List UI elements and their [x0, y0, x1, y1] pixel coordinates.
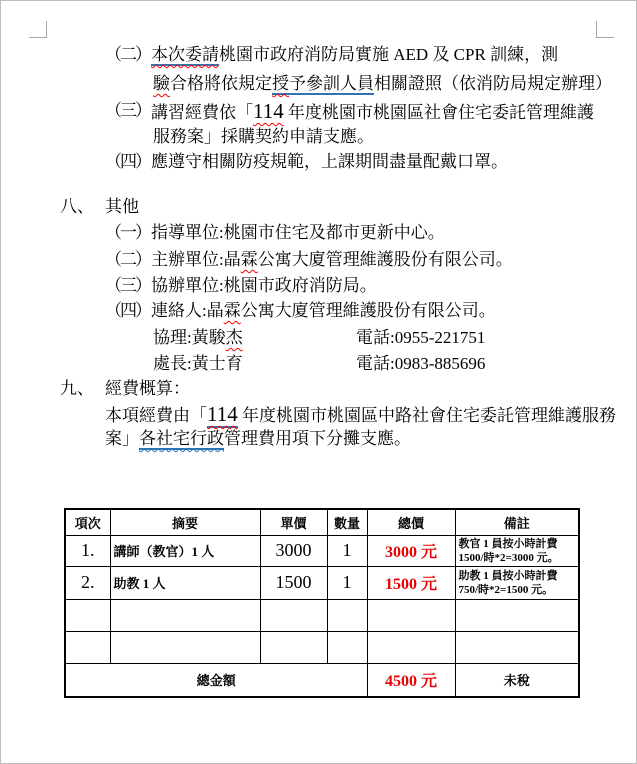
cell-remarks — [455, 599, 579, 631]
list7-item3-line1 — [151, 101, 594, 123]
contact1-phone: 電話:0955-221751 — [356, 328, 486, 347]
budget-table-row — [65, 535, 579, 566]
total-amount-value: 4500 元 — [367, 663, 455, 697]
total-amount-label: 總金額 — [65, 663, 367, 697]
remark-line: 助教 1 員按小時計費 — [458, 569, 558, 582]
section8-item1-text — [151, 223, 445, 243]
section9-body-line2 — [105, 429, 411, 449]
text-segment: 杰 — [225, 328, 243, 347]
list7-item2-label: （二） — [105, 45, 150, 64]
cell-item-no: 1. — [65, 535, 110, 566]
budget-table-row — [65, 631, 579, 663]
list7-item2-line2 — [153, 74, 612, 94]
cell-item-no — [65, 631, 110, 663]
cell-total-price — [367, 599, 455, 631]
cell-summary — [110, 599, 260, 631]
list7-item3-line2 — [153, 127, 374, 147]
text-segment: 案」 — [105, 429, 139, 448]
contact1-role — [153, 328, 243, 348]
text-segment: 年度桃園市桃園區中路社會住宅委託管理維護服務 — [237, 406, 616, 425]
cell-summary: 助教 1 人 — [110, 566, 260, 599]
text-segment: 霖 — [223, 301, 241, 320]
cell-total-price — [367, 631, 455, 663]
text-boundary-corner-mark-left — [29, 21, 47, 38]
section8-item3-text — [151, 276, 377, 296]
header-unit-price: 單價 — [260, 509, 327, 535]
text-segment: 114 — [207, 402, 238, 426]
text-segment: 講習經費依「 — [151, 103, 253, 122]
text-segment: 霖 — [240, 250, 258, 269]
header-quantity: 數量 — [327, 509, 367, 535]
header-summary: 摘要 — [110, 509, 260, 535]
text-segment: 管理費用項下分攤支應。 — [224, 429, 411, 448]
text-segment: 授 — [272, 74, 289, 93]
list7-item4-line1 — [151, 152, 508, 172]
section8-number: 八、 — [60, 197, 94, 216]
text-segment: 處長:黃士育 — [153, 354, 243, 373]
section8-item1-label: （一） — [105, 223, 150, 242]
cell-quantity — [327, 631, 367, 663]
budget-table-header-row — [65, 509, 579, 535]
text-segment: 連絡人:晶 — [151, 301, 224, 320]
text-segment: 驗 — [153, 74, 170, 93]
tax-note: 未稅 — [455, 663, 579, 697]
budget-table — [64, 508, 580, 698]
cell-quantity: 1 — [327, 535, 367, 566]
section8-item3-label: （三） — [105, 276, 150, 295]
cell-unit-price — [260, 599, 327, 631]
cell-item-no: 2. — [65, 566, 110, 599]
text-segment: 本項經費由「 — [105, 406, 207, 425]
budget-table-row — [65, 566, 579, 599]
contact2-role — [153, 354, 243, 374]
text-segment: 桃園市政府消防局實施 AED 及 CPR 訓練，測 — [219, 45, 559, 64]
cell-unit-price: 3000 — [260, 535, 327, 566]
text-segment: 合格將依規定 — [170, 74, 272, 93]
text-segment: 本次委請 — [151, 45, 219, 64]
text-segment: 公寓大廈管理維護股份有限公司。 — [257, 250, 513, 269]
remark-line: 教官 1 員按小時計費 — [458, 537, 558, 550]
text-boundary-corner-mark-right — [596, 21, 614, 38]
list7-item4-label: （四） — [105, 152, 150, 171]
section8-title: 其他 — [105, 197, 139, 216]
cell-summary: 講師（教官）1 人 — [110, 535, 260, 566]
text-segment: 指導單位:桃園市住宅及都市更新中心。 — [151, 223, 445, 242]
section8-item4-label: （四） — [105, 301, 150, 320]
cell-remarks — [455, 535, 579, 566]
cell-unit-price — [260, 631, 327, 663]
section8-item2-text — [151, 250, 513, 270]
text-segment: 應遵守相關防疫規範，上課期間盡量配戴口罩。 — [151, 152, 508, 171]
list7-item2-line1 — [151, 45, 558, 65]
section9-number: 九、 — [60, 379, 94, 398]
text-segment: 服務案」採購契約申請支應。 — [153, 127, 374, 146]
cell-remarks — [455, 566, 579, 599]
cell-unit-price: 1500 — [260, 566, 327, 599]
text-segment: 協辦單位:桃園市政府消防局。 — [151, 276, 377, 295]
section8-item2-label: （二） — [105, 250, 150, 269]
text-segment: 公寓大廈管理維護股份有限公司。 — [240, 301, 496, 320]
header-remarks: 備註 — [455, 509, 579, 535]
cell-item-no — [65, 599, 110, 631]
cell-total-price: 1500 元 — [367, 566, 455, 599]
cell-remarks — [455, 631, 579, 663]
list7-item3-label: （三） — [105, 101, 150, 120]
text-segment: 各社宅行政 — [139, 429, 224, 448]
section9-title: 經費概算： — [105, 379, 190, 398]
cell-total-price: 3000 元 — [367, 535, 455, 566]
remark-line: 750/時*2=1500 元。 — [458, 583, 554, 596]
contact2-phone: 電話:0983-885696 — [356, 354, 486, 373]
cell-summary — [110, 631, 260, 663]
text-segment: 協理:黃駿 — [153, 328, 226, 347]
budget-table-total-row — [65, 663, 579, 697]
text-segment: 主辦單位:晶 — [151, 250, 241, 269]
header-total-price: 總價 — [367, 509, 455, 535]
budget-table-row — [65, 599, 579, 631]
text-segment: 114 — [253, 99, 284, 123]
remark-line: 1500/時*2=3000 元。 — [458, 551, 559, 564]
section8-item4-text — [151, 301, 496, 321]
text-segment: 年度桃園市桃園區社會住宅委託管理維護 — [283, 103, 594, 122]
cell-quantity — [327, 599, 367, 631]
text-segment: 相關證照（依消防局規定辦理） — [374, 74, 612, 93]
header-item-no: 項次 — [65, 509, 110, 535]
section9-body-line1 — [105, 404, 616, 426]
cell-quantity: 1 — [327, 566, 367, 599]
text-segment: 予參訓人員 — [289, 74, 374, 93]
